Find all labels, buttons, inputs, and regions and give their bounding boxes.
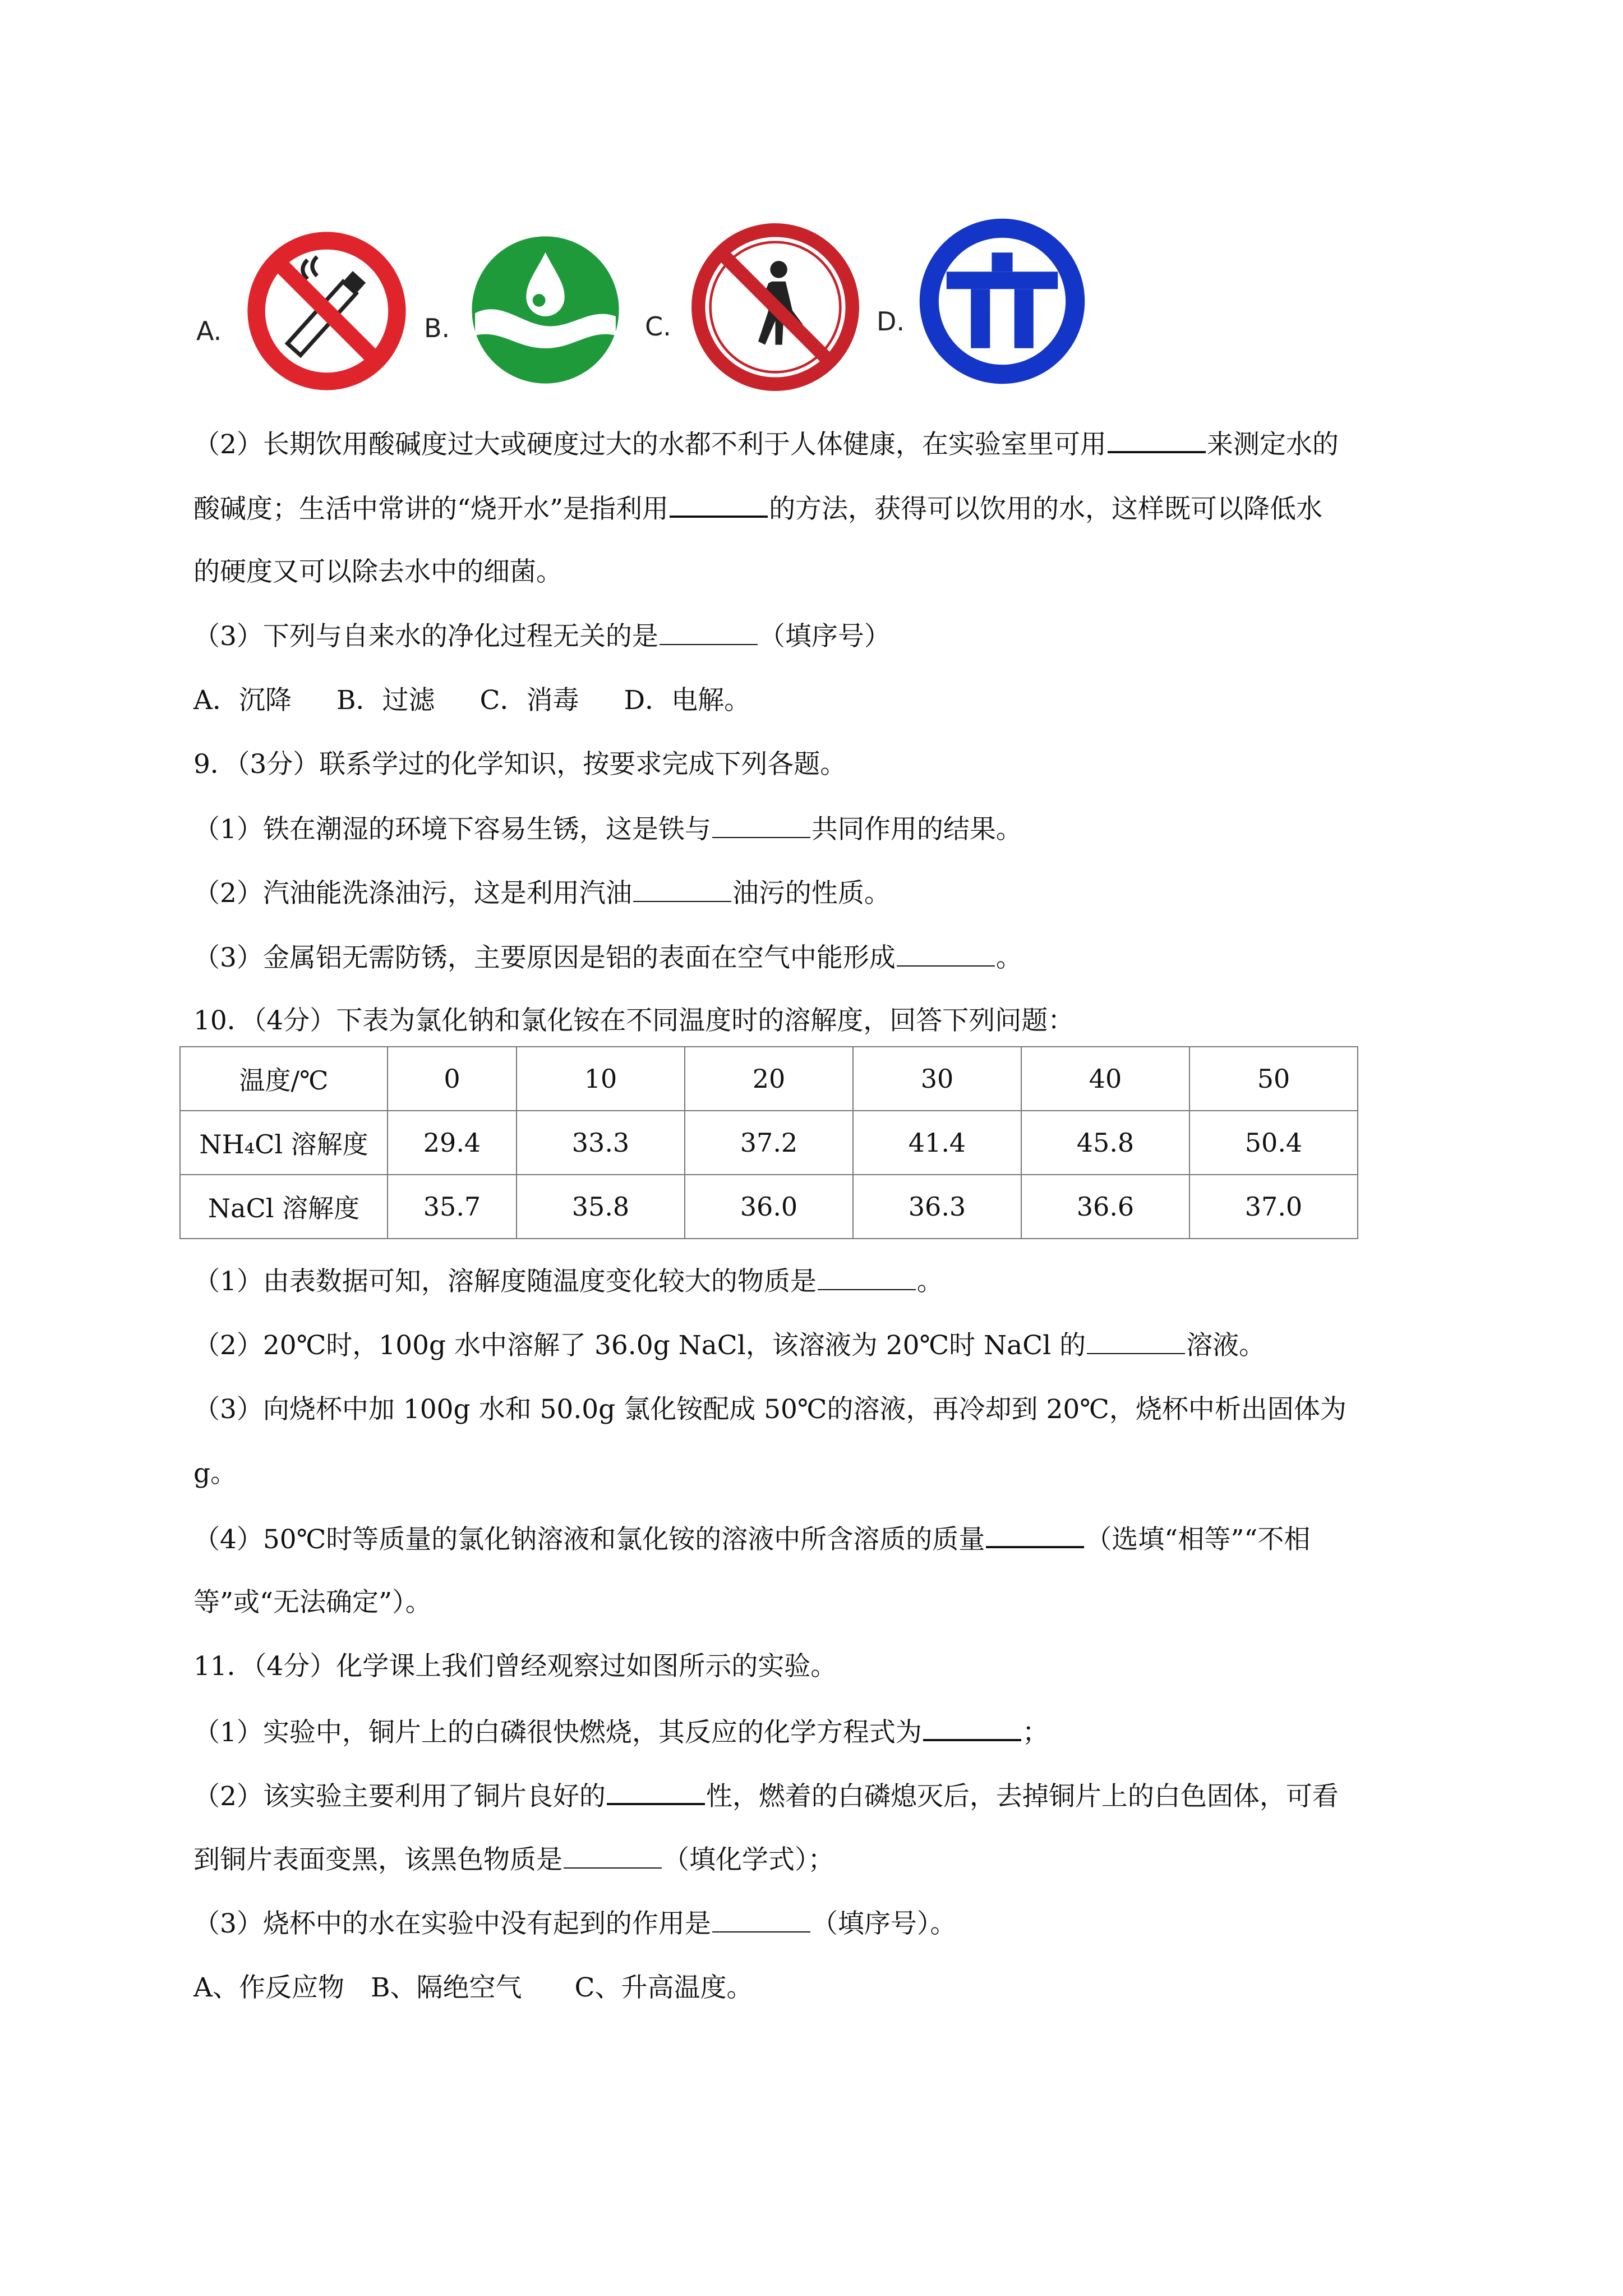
q10-stem: 10．（4分）下表为氯化钠和氯化铵在不同温度时的溶解度，回答下列问题： bbox=[193, 1005, 1075, 1036]
answer-blank[interactable] bbox=[607, 1778, 705, 1805]
q11-stem: 11．（4分）化学课上我们曾经观察过如图所示的实验。 bbox=[193, 1651, 837, 1682]
table-cell: 37.2 bbox=[685, 1111, 853, 1175]
q11-part1: （1）实验中，铜片上的白磷很快燃烧，其反应的化学方程式为 ； bbox=[193, 1714, 1049, 1750]
table-row bbox=[180, 1111, 1358, 1175]
answer-blank[interactable] bbox=[897, 941, 995, 967]
table-header-cell: 40 bbox=[1021, 1047, 1189, 1111]
answer-blank[interactable] bbox=[564, 1843, 662, 1869]
answer-blank[interactable] bbox=[986, 1521, 1084, 1548]
table-cell: 36.6 bbox=[1021, 1175, 1189, 1239]
solubility-table bbox=[179, 1046, 1358, 1239]
answer-blank[interactable] bbox=[923, 1714, 1021, 1741]
q11-part2-line2: 到铜片表面变黑，该黑色物质是 （填化学式）； bbox=[193, 1843, 834, 1877]
table-cell: 45.8 bbox=[1021, 1111, 1189, 1175]
row-label: NH₄Cl 溶解度 bbox=[180, 1111, 388, 1175]
sign-label-b: B. bbox=[424, 313, 450, 343]
table-cell: 33.3 bbox=[517, 1111, 685, 1175]
q8-part2-line2: 酸碱度；生活中常讲的“烧开水”是指利用 的方法，获得可以饮用的水，这样既可以降低水 bbox=[193, 491, 1322, 526]
no-smoking-icon bbox=[247, 231, 407, 391]
table-header-cell: 0 bbox=[388, 1047, 517, 1111]
no-pedestrian-icon bbox=[690, 222, 861, 393]
q8-part2-line1: （2）长期饮用酸碱度过大或硬度过大的水都不利于人体健康，在实验室里可用 来测定水的 bbox=[193, 426, 1339, 462]
table-cell: 36.3 bbox=[853, 1175, 1021, 1239]
table-cell: 35.8 bbox=[517, 1175, 685, 1239]
q10-part3-line2: g。 bbox=[193, 1458, 237, 1489]
sign-label-c: C. bbox=[645, 311, 671, 342]
row-label: NaCl 溶解度 bbox=[180, 1175, 388, 1239]
q10-part1: （1）由表数据可知，溶解度随温度变化较大的物质是 。 bbox=[193, 1264, 943, 1299]
answer-blank[interactable] bbox=[1087, 1328, 1185, 1354]
table-cell: 29.4 bbox=[388, 1111, 517, 1175]
table-header-cell: 50 bbox=[1189, 1047, 1358, 1111]
table-cell: 41.4 bbox=[853, 1111, 1021, 1175]
answer-blank[interactable] bbox=[1108, 426, 1206, 453]
answer-blank[interactable] bbox=[818, 1264, 916, 1290]
q10-part3-line1: （3）向烧杯中加 100g 水和 50.0g 氯化铵配成 50℃的溶液，再冷却到 20℃，烧杯中析出固体为 bbox=[193, 1394, 1347, 1425]
q9-part2: （2）汽油能洗涤油污，这是利用汽油 油污的性质。 bbox=[193, 876, 891, 910]
table-cell: 37.0 bbox=[1189, 1175, 1358, 1239]
q8-options: A．沉降 B．过滤 C．消毒 D．电解。 bbox=[193, 685, 751, 716]
table-header-cell: 20 bbox=[685, 1047, 853, 1111]
answer-blank[interactable] bbox=[712, 1907, 810, 1932]
q9-part3: （3）金属铝无需防锈，主要原因是铝的表面在空气中能形成 。 bbox=[193, 941, 1022, 975]
table-cell: 36.0 bbox=[685, 1175, 853, 1239]
q8-part2-line3: 的硬度又可以除去水中的细菌。 bbox=[193, 556, 562, 587]
q11-options: A、作反应物 B、隔绝空气 C、升高温度。 bbox=[193, 1972, 753, 2003]
q11-part2-line1: （2）该实验主要利用了铜片良好的 性，燃着的白磷熄灭后，去掉铜片上的白色固体，可看 bbox=[193, 1778, 1339, 1814]
table-cell: 35.7 bbox=[388, 1175, 517, 1239]
q10-part4-line1: （4）50℃时等质量的氯化钠溶液和氯化铵的溶液中所含溶质的质量 （选填“相等”“不相 bbox=[193, 1521, 1310, 1557]
table-header-cell: 10 bbox=[517, 1047, 685, 1111]
table-header-row bbox=[180, 1047, 1358, 1111]
answer-blank[interactable] bbox=[660, 619, 758, 645]
q10-part2: （2）20℃时，100g 水中溶解了 36.0g NaCl，该溶液为 20℃时 NaCl 的 溶液。 bbox=[193, 1328, 1265, 1363]
q9-part1: （1）铁在潮湿的环境下容易生锈，这是铁与 共同作用的结果。 bbox=[193, 812, 1022, 846]
water-saving-icon bbox=[465, 230, 625, 390]
recycling-water-icon bbox=[915, 214, 1089, 388]
q10-part4-line2: 等”或“无法确定”）。 bbox=[193, 1587, 432, 1618]
q8-part3: （3）下列与自来水的净化过程无关的是 （填序号） bbox=[193, 619, 891, 654]
table-cell: 50.4 bbox=[1189, 1111, 1358, 1175]
table-header-cell: 30 bbox=[853, 1047, 1021, 1111]
table-row bbox=[180, 1175, 1358, 1239]
table-header-cell: 温度/℃ bbox=[180, 1047, 388, 1111]
q9-stem: 9．（3分）联系学过的化学知识，按要求完成下列各题。 bbox=[193, 749, 847, 780]
answer-blank[interactable] bbox=[712, 812, 810, 838]
sign-label-a: A. bbox=[196, 316, 222, 346]
answer-blank[interactable] bbox=[670, 491, 768, 518]
sign-label-d: D. bbox=[877, 306, 905, 337]
answer-blank[interactable] bbox=[633, 876, 731, 902]
q11-part3: （3）烧杯中的水在实验中没有起到的作用是 （填序号）。 bbox=[193, 1907, 956, 1941]
